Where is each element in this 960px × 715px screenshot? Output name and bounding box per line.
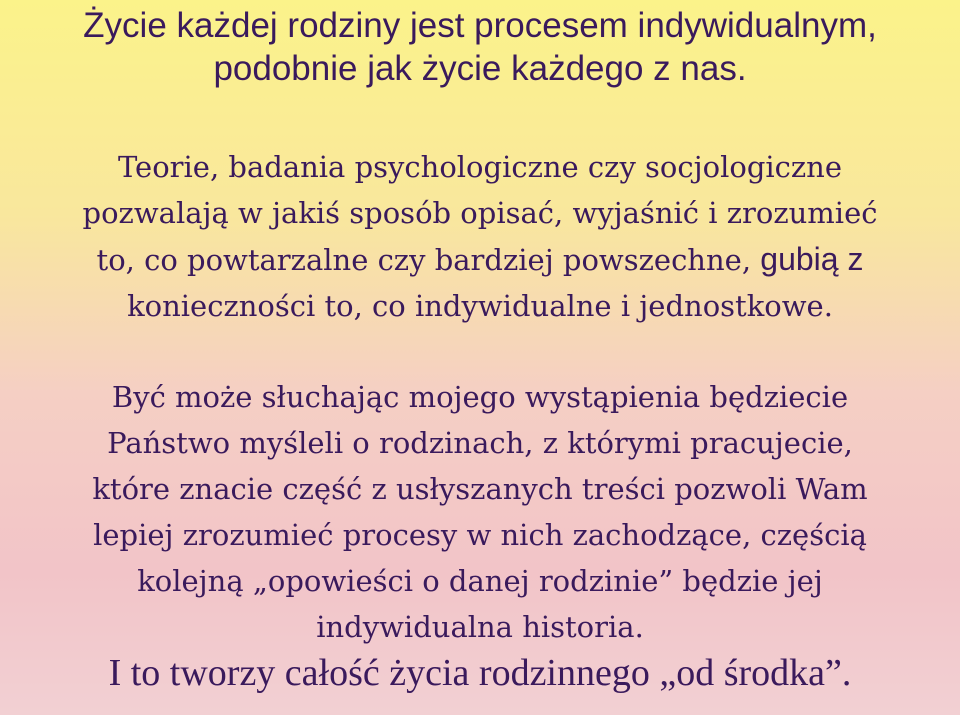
intro-paragraph	[0, 4, 960, 90]
reflection-paragraph	[0, 374, 960, 650]
text-line: podobnie jak życie każdego z nas.	[213, 49, 747, 88]
theories-paragraph	[0, 144, 960, 329]
text-line: Życie każdej rodziny jest procesem indywidualnym,	[83, 6, 877, 45]
text-line: które znacie część z usłyszanych treści pozwoli Wam	[92, 472, 868, 506]
text-line: Być może słuchając mojego wystąpienia będziecie	[111, 380, 849, 414]
text-line: lepiej zrozumieć procesy w nich zachodzące, częścią	[93, 518, 867, 552]
text-line: I to tworzy całość życia rodzinnego „od środka”.	[108, 652, 852, 694]
text-segment: to, co powtarzalne czy bardziej powszechne,	[96, 243, 761, 277]
text-line: kolejną „opowieści o danej rodzinie” będzie jej	[137, 564, 823, 598]
text-line: Państwo myśleli o rodzinach, z którymi pracujecie,	[107, 426, 853, 460]
text-segment-sans: gubią z	[760, 241, 864, 277]
text-line: pozwalają w jakiś sposób opisać, wyjaśnić i zrozumieć	[82, 196, 878, 230]
text-line-mixed	[0, 236, 960, 283]
text-line: indywidualna historia.	[316, 610, 644, 644]
text-line: Teorie, badania psychologiczne czy socjologiczne	[117, 150, 843, 184]
text-line: konieczności to, co indywidualne i jednostkowe.	[127, 289, 833, 323]
closing-paragraph	[0, 650, 960, 696]
